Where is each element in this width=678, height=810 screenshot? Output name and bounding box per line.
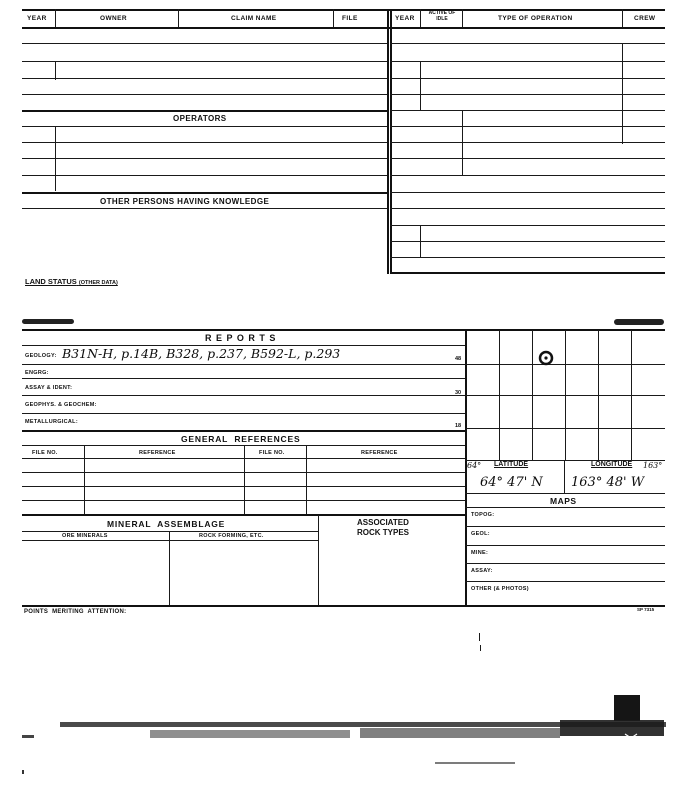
- reports-title: R E P O R T S: [205, 333, 277, 343]
- other-persons-title: OTHER PERSONS HAVING KNOWLEDGE: [100, 197, 270, 206]
- gr-col-file-no: FILE NO.: [32, 450, 58, 456]
- geology-label: GEOLOGY:: [25, 353, 57, 359]
- gr-col-file-no-2: FILE NO.: [259, 450, 285, 456]
- engrg-label: ENGRG:: [25, 370, 49, 376]
- header-file: FILE: [342, 15, 358, 22]
- header-crew: CREW: [634, 15, 656, 22]
- form-number: SP 7315: [637, 607, 655, 612]
- header-type-of-operation: TYPE OF OPERATION: [498, 15, 573, 22]
- longitude-label: LONGITUDE: [591, 461, 633, 468]
- maps-assay: ASSAY:: [471, 568, 493, 574]
- latitude-value: 64° 47' N: [480, 475, 543, 490]
- header-claim-name: CLAIM NAME: [231, 15, 277, 22]
- scan-mark: [479, 633, 480, 641]
- geophys-label: GEOPHYS. & GEOCHEM:: [25, 402, 97, 408]
- mineral-assemblage-title: MINERAL ASSEMBLAGE: [107, 519, 226, 529]
- longitude-degree-prefix: 163°: [643, 461, 663, 470]
- gr-col-reference: REFERENCE: [139, 450, 176, 456]
- maps-mine: MINE:: [471, 550, 489, 556]
- land-status-label: LAND STATUS (OTHER DATA): [25, 277, 118, 286]
- margin-number: 18: [455, 423, 462, 429]
- gr-col-reference-2: REFERENCE: [361, 450, 398, 456]
- header-active-idle: ACTIVE OF IDLE: [428, 10, 456, 22]
- location-marker-icon: [537, 349, 555, 367]
- geology-value: B31N-H, p.14B, B328, p.237, B592-L, p.293: [62, 346, 341, 361]
- longitude-value: 163° 48' W: [571, 475, 645, 490]
- operators-title: OPERATORS: [173, 114, 227, 123]
- scan-noise-band: [0, 690, 678, 780]
- maps-geol: GEOL:: [471, 531, 490, 537]
- maps-topog: TOPOG:: [471, 512, 495, 518]
- maps-title: MAPS: [550, 496, 577, 506]
- margin-number: 30: [455, 390, 462, 396]
- ore-minerals-col: ORE MINERALS: [62, 533, 108, 539]
- header-year: YEAR: [27, 15, 47, 22]
- scan-mark: [614, 319, 664, 325]
- margin-number: 48: [455, 356, 462, 362]
- rock-forming-col: ROCK FORMING, ETC.: [199, 533, 264, 539]
- assay-ident-label: ASSAY & IDENT:: [25, 385, 73, 391]
- latitude-degree-prefix: 64°: [467, 461, 482, 470]
- points-meriting-attention: POINTS MERITING ATTENTION:: [24, 609, 127, 615]
- maps-other-photos: OTHER (& PHOTOS): [471, 586, 529, 592]
- metallurgical-label: METALLURGICAL:: [25, 419, 78, 425]
- latitude-label: LATITUDE: [494, 461, 529, 468]
- general-references-title: GENERAL REFERENCES: [181, 434, 301, 444]
- scan-mark: [22, 319, 74, 324]
- header-owner: OWNER: [100, 15, 127, 22]
- associated-rock-types-2: ROCK TYPES: [357, 528, 410, 537]
- header-year-2: YEAR: [395, 15, 415, 22]
- scan-mark: [480, 645, 481, 651]
- associated-rock-types-1: ASSOCIATED: [357, 518, 409, 527]
